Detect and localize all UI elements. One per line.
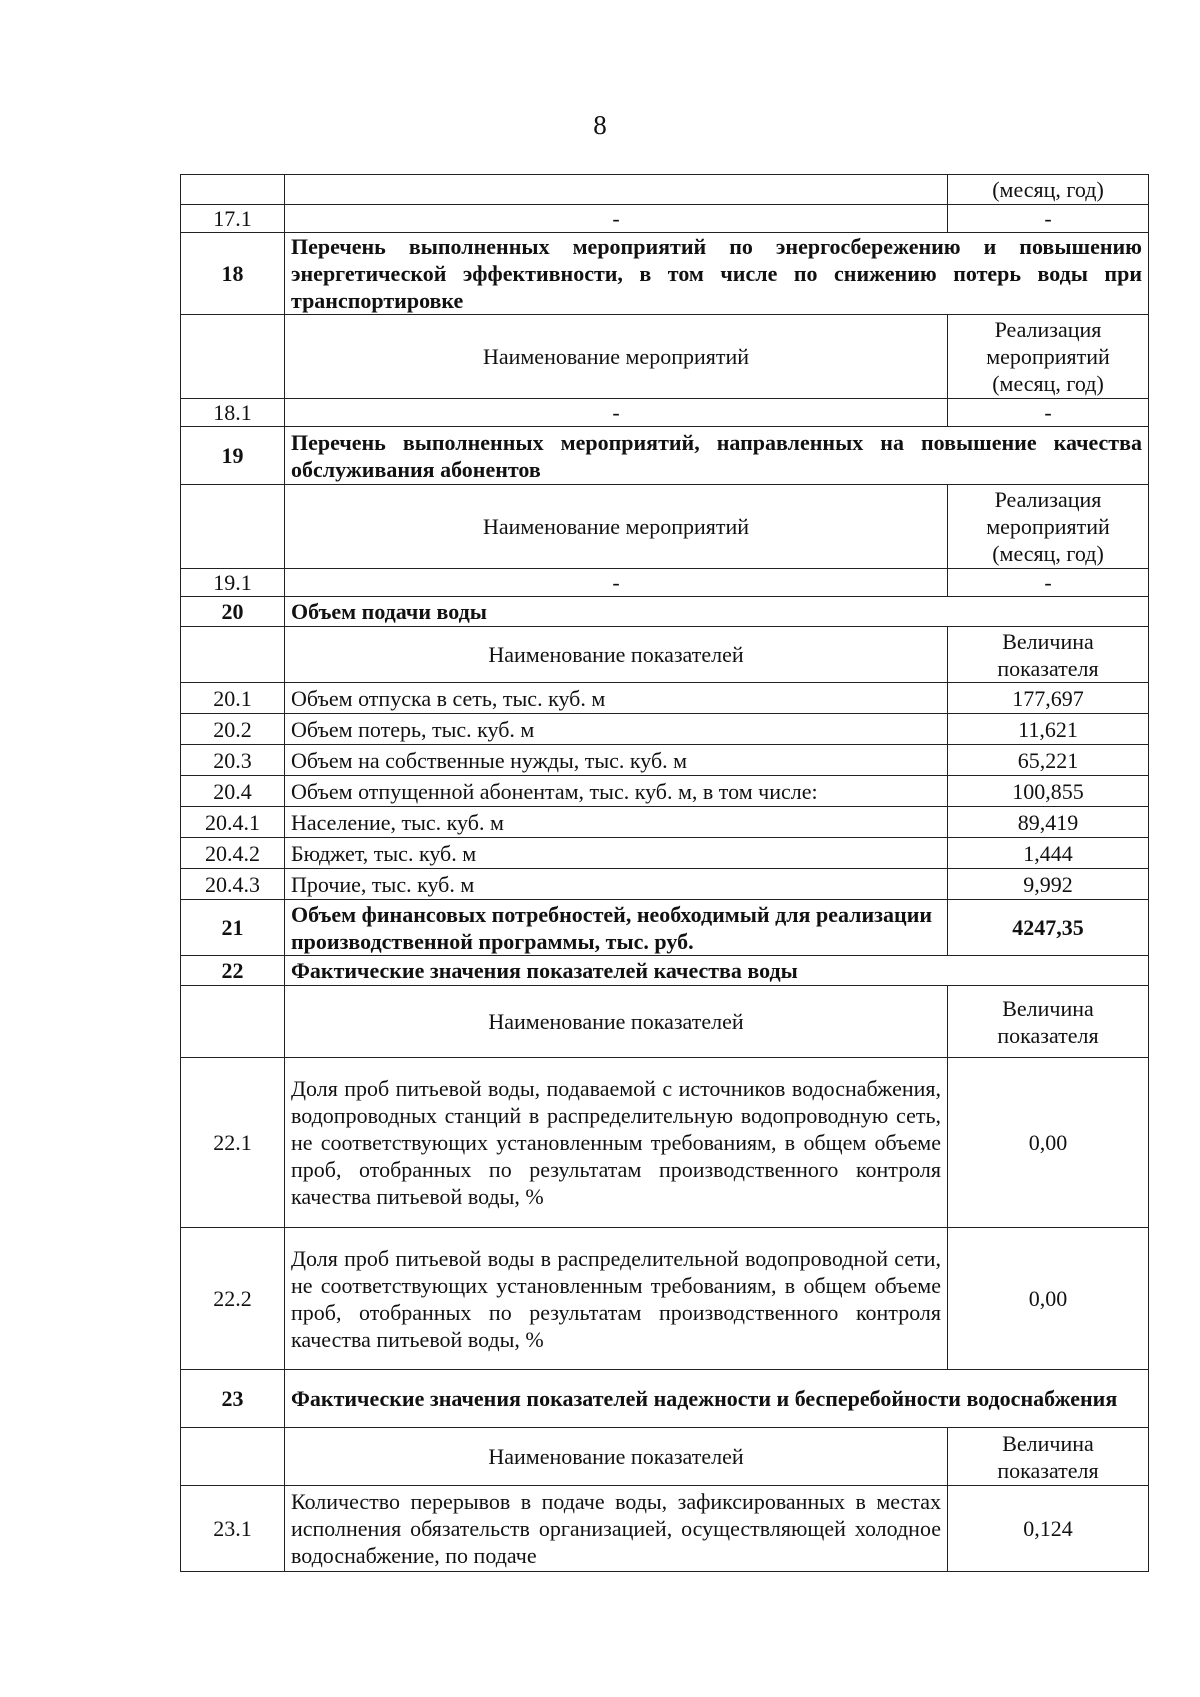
row-value-cell: 89,419 <box>948 807 1149 838</box>
section-number: 20 <box>181 597 285 627</box>
row-number-cell: 22.2 <box>181 1228 285 1370</box>
column-header-value: Величина показателя <box>948 627 1149 683</box>
row-name-cell: Объем на собственные нужды, тыс. куб. м <box>285 745 948 776</box>
row-number-cell <box>181 1428 285 1486</box>
production-program-table <box>180 174 1149 1572</box>
row-number-cell <box>181 986 285 1058</box>
table-row <box>181 714 1149 745</box>
row-name-cell: Объем отпущенной абонентам, тыс. куб. м, в том числе: <box>285 776 948 807</box>
row-value-cell: 0,00 <box>948 1058 1149 1228</box>
column-header-row <box>181 986 1149 1058</box>
column-header-name: Наименование мероприятий <box>285 315 948 399</box>
section-title: Фактические значения показателей надежности и бесперебойности водоснабжения <box>285 1370 1149 1428</box>
row-name-cell: Прочие, тыс. куб. м <box>285 869 948 900</box>
section-header-row <box>181 233 1149 315</box>
table-row <box>181 683 1149 714</box>
row-number-cell: 20.4.3 <box>181 869 285 900</box>
table-row <box>181 900 1149 956</box>
row-value-cell: 1,444 <box>948 838 1149 869</box>
section-number: 23 <box>181 1370 285 1428</box>
table-row <box>181 807 1149 838</box>
row-name-cell: Объем отпуска в сеть, тыс. куб. м <box>285 683 948 714</box>
table-row <box>181 745 1149 776</box>
section-number: 18 <box>181 233 285 315</box>
column-header-name: Наименование показателей <box>285 1428 948 1486</box>
table-row <box>181 1228 1149 1370</box>
row-number-cell: 20.4.1 <box>181 807 285 838</box>
row-value-cell: 177,697 <box>948 683 1149 714</box>
row-value-cell: - <box>948 569 1149 597</box>
row-value-cell: 9,992 <box>948 869 1149 900</box>
table-row <box>181 205 1149 233</box>
row-value-cell: 0,00 <box>948 1228 1149 1370</box>
row-number-cell: 20.2 <box>181 714 285 745</box>
column-header-name: Наименование показателей <box>285 986 948 1058</box>
table-row <box>181 838 1149 869</box>
table-row <box>181 399 1149 427</box>
section-number: 22 <box>181 956 285 986</box>
row-value-cell: 0,124 <box>948 1486 1149 1572</box>
row-name-cell: Количество перерывов в подаче воды, зафиксированных в местах исполнения обязательств организацией, осуществляющей холодное водоснабжение, по подаче <box>285 1486 948 1572</box>
row-number-cell <box>181 175 285 205</box>
table-row <box>181 1486 1149 1572</box>
row-number-cell: 20.4.2 <box>181 838 285 869</box>
row-value-cell: - <box>948 205 1149 233</box>
row-name-cell: Бюджет, тыс. куб. м <box>285 838 948 869</box>
row-number-cell <box>181 315 285 399</box>
column-header-value: Реализация мероприятий (месяц, год) <box>948 485 1149 569</box>
row-number-cell: 19.1 <box>181 569 285 597</box>
row-number-cell: 18.1 <box>181 399 285 427</box>
row-name-cell: Объем потерь, тыс. куб. м <box>285 714 948 745</box>
column-header-value: Величина показателя <box>948 1428 1149 1486</box>
row-number-cell: 23.1 <box>181 1486 285 1572</box>
column-header-value: Реализация мероприятий (месяц, год) <box>948 315 1149 399</box>
row-value-cell: 4247,35 <box>948 900 1149 956</box>
column-header-row <box>181 315 1149 399</box>
row-name-cell: - <box>285 205 948 233</box>
column-header-name: Наименование показателей <box>285 627 948 683</box>
section-number: 19 <box>181 427 285 485</box>
row-name-cell: Население, тыс. куб. м <box>285 807 948 838</box>
section-title: Перечень выполненных мероприятий по энергосбережению и повышению энергетической эффективности, в том числе по снижению потерь воды при транспортировке <box>285 233 1149 315</box>
row-value-cell: (месяц, год) <box>948 175 1149 205</box>
row-value-cell: 11,621 <box>948 714 1149 745</box>
section-title: Перечень выполненных мероприятий, направленных на повышение качества обслуживания абонентов <box>285 427 1149 485</box>
row-number-cell <box>181 485 285 569</box>
row-number-cell: 22.1 <box>181 1058 285 1228</box>
column-header-row <box>181 1428 1149 1486</box>
section-header-row <box>181 1370 1149 1428</box>
row-name-cell: Объем финансовых потребностей, необходимый для реализации производственной программы, тыс. руб. <box>285 900 948 956</box>
row-name-cell: - <box>285 569 948 597</box>
row-name-cell: - <box>285 399 948 427</box>
row-number-cell <box>181 627 285 683</box>
row-number-cell: 21 <box>181 900 285 956</box>
row-value-cell: - <box>948 399 1149 427</box>
table-row <box>181 869 1149 900</box>
table-row <box>181 776 1149 807</box>
row-name-cell <box>285 175 948 205</box>
page-number: 8 <box>593 110 607 140</box>
column-header-row <box>181 485 1149 569</box>
section-header-row <box>181 597 1149 627</box>
row-number-cell: 17.1 <box>181 205 285 233</box>
section-title: Фактические значения показателей качества воды <box>285 956 1149 986</box>
row-number-cell: 20.3 <box>181 745 285 776</box>
column-header-name: Наименование мероприятий <box>285 485 948 569</box>
row-name-cell: Доля проб питьевой воды в распределительной водопроводной сети, не соответствующих установленным требованиям, в общем объеме проб, отобранных по результатам производственного контроля качества питьевой воды, % <box>285 1228 948 1370</box>
row-number-cell: 20.4 <box>181 776 285 807</box>
table-row <box>181 1058 1149 1228</box>
table-row <box>181 569 1149 597</box>
row-value-cell: 65,221 <box>948 745 1149 776</box>
row-name-cell: Доля проб питьевой воды, подаваемой с источников водоснабжения, водопроводных станций в распределительную водопроводную сеть, не соответствующих установленным требованиям, в общем объеме проб, отобранных по результатам производственного контроля качества питьевой воды, % <box>285 1058 948 1228</box>
section-title: Объем подачи воды <box>285 597 1149 627</box>
row-number-cell: 20.1 <box>181 683 285 714</box>
section-header-row <box>181 427 1149 485</box>
section-header-row <box>181 956 1149 986</box>
row-value-cell: 100,855 <box>948 776 1149 807</box>
table-row <box>181 175 1149 205</box>
column-header-row <box>181 627 1149 683</box>
column-header-value: Величина показателя <box>948 986 1149 1058</box>
